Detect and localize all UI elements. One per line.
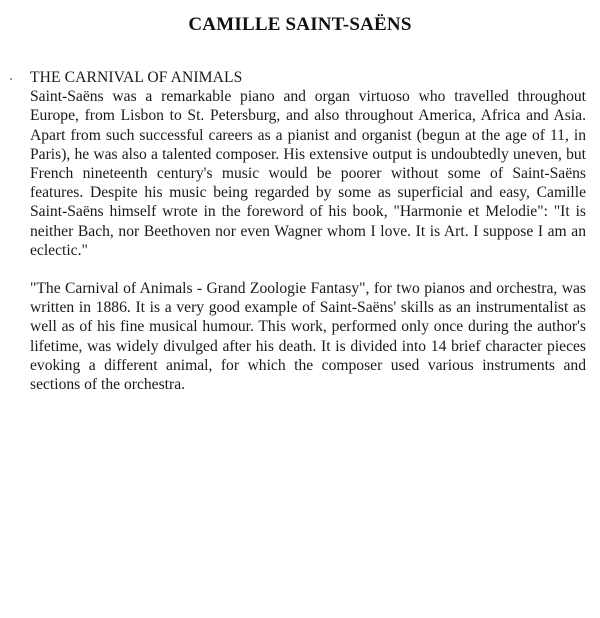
document-body: [30, 68, 586, 394]
scan-speck: [10, 78, 12, 80]
document-title: CAMILLE SAINT-SAËNS: [188, 14, 412, 35]
paragraph-biography: Saint-Saëns was a remarkable piano and organ virtuoso who travelled throughout Europe, from Lisbon to St. Petersburg, and also throughout America, Africa and Asia. Apart from such successful careers as a pianist and organist (begun at the age of 11, in Paris), he was also a talented composer. His extensive output is undoubtedly uneven, but French nineteenth century's music would be poorer without some of Saint-Saëns features. Despite his music being regarded by some as superficial and easy, Camille Saint-Saëns himself wrote in the foreword of his book, "Harmonie et Melodie": "It is neither Bach, nor Beethoven nor even Wagner whom I love. It is Art. I suppose I am an eclectic.": [30, 88, 586, 259]
paragraph-carnival: "The Carnival of Animals - Grand Zoologie Fantasy", for two pianos and orchestra, was written in 1886. It is a very good example of Saint-Saëns' skills as an instrumentalist as well as of his fine musical humour. This work, performed only once during the author's lifetime, was widely divulged after his death. It is divided into 14 brief character pieces evoking a different animal, for which the composer used various instruments and sections of the orchestra.: [30, 280, 586, 394]
section-heading: THE CARNIVAL OF ANIMALS: [30, 69, 243, 86]
